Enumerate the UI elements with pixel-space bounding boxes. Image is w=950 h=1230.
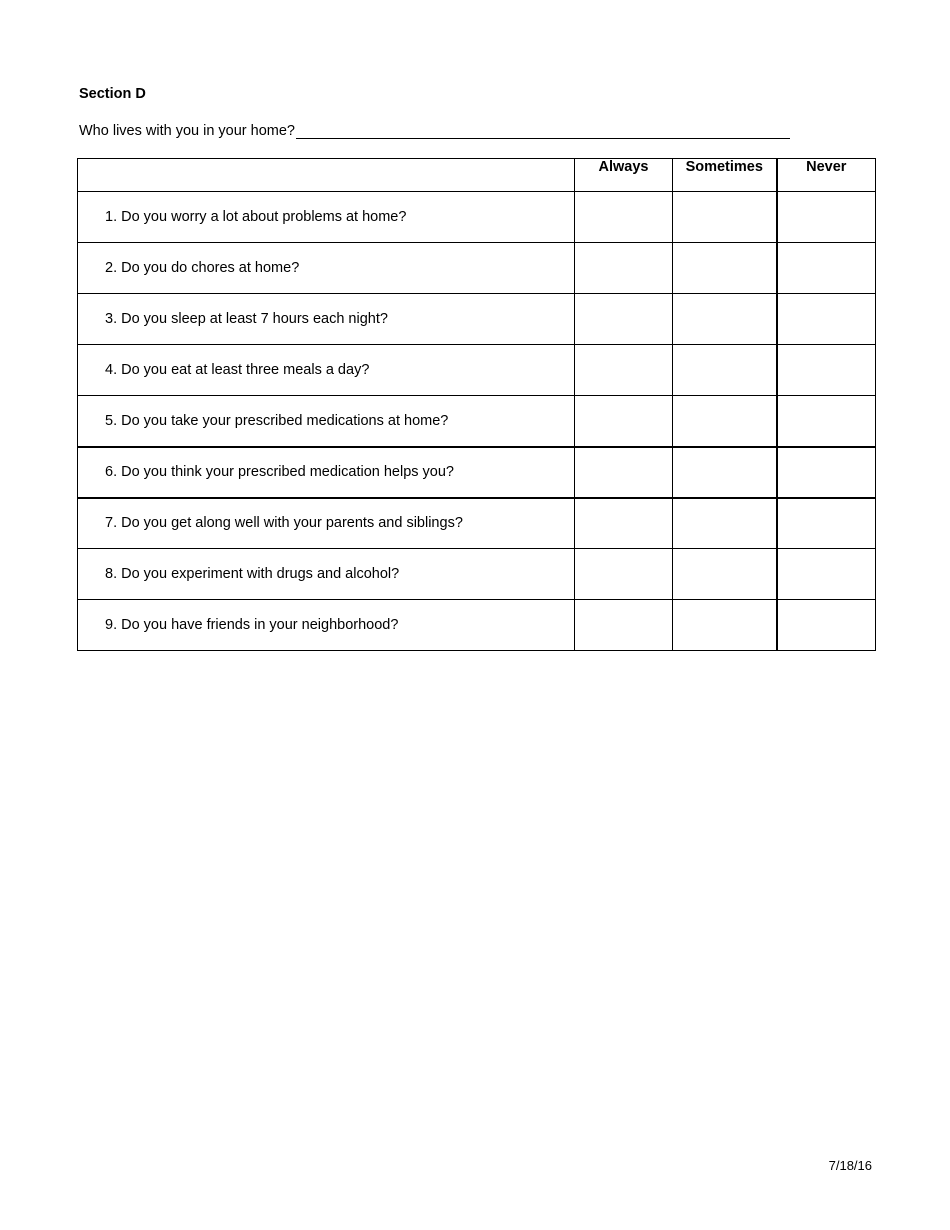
- answer-never-cell[interactable]: [777, 192, 876, 243]
- header-never: Never: [777, 159, 876, 192]
- table-row: [78, 396, 876, 447]
- question-text: 9. Do you have friends in your neighborhood?: [78, 600, 575, 651]
- table-row: [78, 498, 876, 549]
- question-text: 6. Do you think your prescribed medication helps you?: [78, 447, 575, 498]
- answer-sometimes-cell[interactable]: [673, 447, 777, 498]
- question-text: 3. Do you sleep at least 7 hours each night?: [78, 294, 575, 345]
- answer-sometimes-cell[interactable]: [673, 498, 777, 549]
- header-sometimes: Sometimes: [673, 159, 777, 192]
- question-text: 5. Do you take your prescribed medications at home?: [78, 396, 575, 447]
- table-row: [78, 192, 876, 243]
- answer-sometimes-cell[interactable]: [673, 294, 777, 345]
- answer-never-cell[interactable]: [777, 498, 876, 549]
- answer-sometimes-cell[interactable]: [673, 600, 777, 651]
- table-row: [78, 243, 876, 294]
- header-question: [78, 159, 575, 192]
- table-row: [78, 294, 876, 345]
- answer-always-cell[interactable]: [575, 243, 673, 294]
- answer-always-cell[interactable]: [575, 549, 673, 600]
- footer-date: 7/18/16: [828, 1158, 872, 1173]
- answer-always-cell[interactable]: [575, 396, 673, 447]
- question-text: 1. Do you worry a lot about problems at home?: [78, 192, 575, 243]
- table-header-row: [78, 159, 876, 192]
- answer-sometimes-cell[interactable]: [673, 549, 777, 600]
- who-lives-answer-line[interactable]: [296, 122, 790, 139]
- table-row: [78, 345, 876, 396]
- answer-always-cell[interactable]: [575, 294, 673, 345]
- table-row: [78, 447, 876, 498]
- question-text: 2. Do you do chores at home?: [78, 243, 575, 294]
- answer-never-cell[interactable]: [777, 447, 876, 498]
- answer-always-cell[interactable]: [575, 600, 673, 651]
- who-lives-label: Who lives with you in your home?: [79, 123, 295, 139]
- answer-sometimes-cell[interactable]: [673, 192, 777, 243]
- answer-always-cell[interactable]: [575, 345, 673, 396]
- survey-table: [77, 158, 876, 651]
- answer-never-cell[interactable]: [777, 345, 876, 396]
- answer-never-cell[interactable]: [777, 396, 876, 447]
- answer-never-cell[interactable]: [777, 294, 876, 345]
- answer-sometimes-cell[interactable]: [673, 345, 777, 396]
- table-row: [78, 549, 876, 600]
- answer-always-cell[interactable]: [575, 447, 673, 498]
- question-text: 7. Do you get along well with your parents and siblings?: [78, 498, 575, 549]
- table-row: [78, 600, 876, 651]
- answer-never-cell[interactable]: [777, 549, 876, 600]
- question-text: 8. Do you experiment with drugs and alcohol?: [78, 549, 575, 600]
- header-always: Always: [575, 159, 673, 192]
- section-title: Section D: [79, 86, 146, 102]
- answer-sometimes-cell[interactable]: [673, 396, 777, 447]
- who-lives-question: [79, 122, 790, 139]
- answer-always-cell[interactable]: [575, 192, 673, 243]
- answer-sometimes-cell[interactable]: [673, 243, 777, 294]
- question-text: 4. Do you eat at least three meals a day?: [78, 345, 575, 396]
- answer-never-cell[interactable]: [777, 600, 876, 651]
- answer-never-cell[interactable]: [777, 243, 876, 294]
- answer-always-cell[interactable]: [575, 498, 673, 549]
